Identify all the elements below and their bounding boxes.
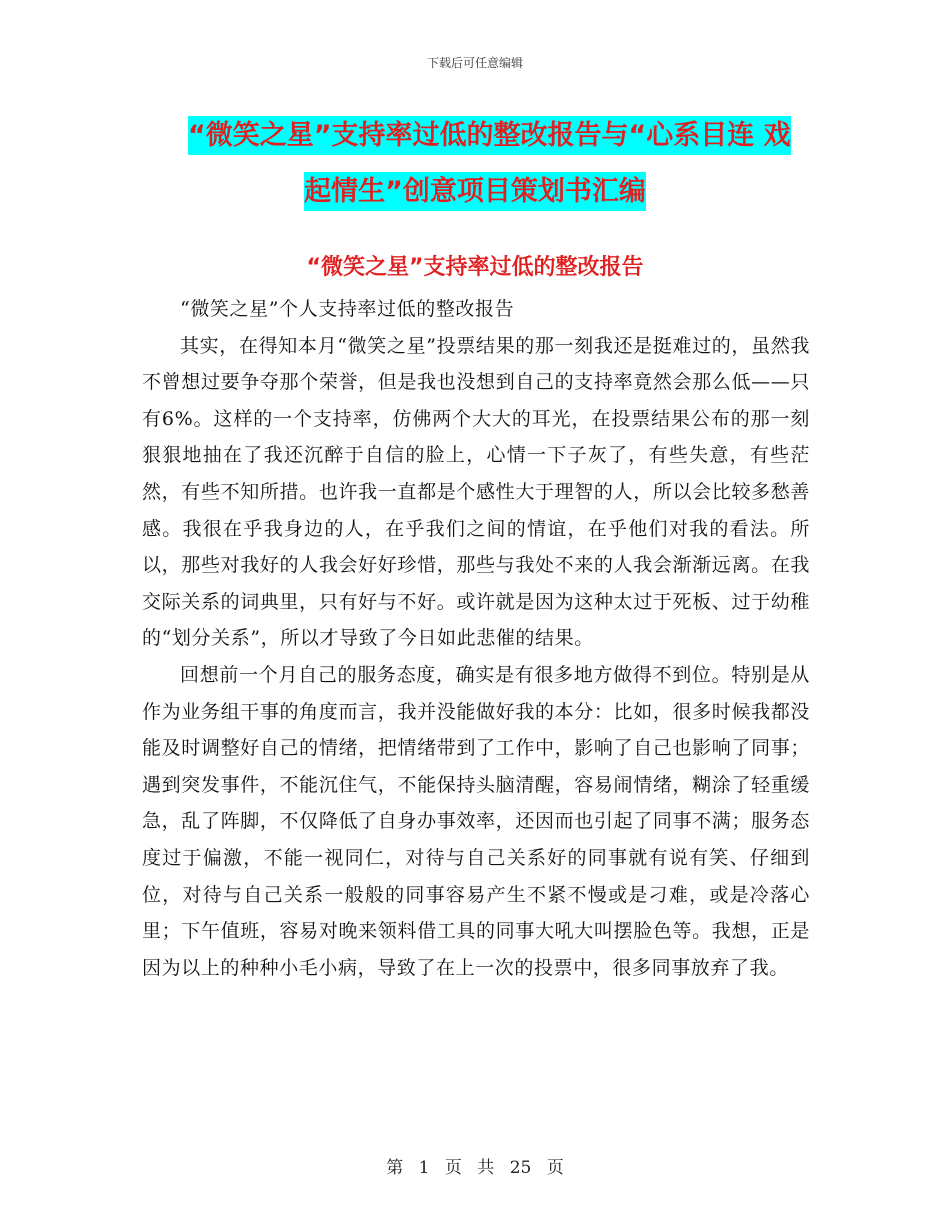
header-note: 下载后可任意编辑: [426, 56, 523, 70]
paragraph: 回想前一个月自己的服务态度，确实是有很多地方做得不到位。特别是从作为业务组干事的角度而言，我并没能做好我的本分：比如，很多时候我都没能及时调整好自己的情绪，把情绪带到了工作中，影响了自己也影响了同事；遇到突发事件，不能沉住气，不能保持头脑清醒，容易闹情绪，糊涂了轻重缓急，乱了阵脚，不仅降低了自身办事效率，还因而也引起了同事不满；服务态度过于偏激，不能一视同仁，对待与自己关系好的同事就有说有笑、仔细到位，对待与自己关系一般般的同事容易产生不紧不慢或是刁难，或是冷落心里；下午值班，容易对晚来领料借工具的同事大吼大叫摆脸色等。我想，正是因为以上的种种小毛小病，导致了在上一次的投票中，很多同事放弃了我。: [142, 663, 810, 979]
page-label-post: 页: [546, 1158, 564, 1178]
page-total-label: 共: [477, 1158, 495, 1178]
document-title-line-2: 起情生”创意项目策划书汇编: [304, 172, 646, 211]
page-total: 25: [509, 1158, 532, 1178]
paragraph: 其实，在得知本月“微笑之星”投票结果的那一刻我还是挺难过的，虽然我不曾想过要争夺那个荣誉，但是我也没想到自己的支持率竟然会那么低——只有6%。这样的一个支持率，仿佛两个大大的耳光，在投票结果公布的那一刻狠狠地抽在了我还沉醉于自信的脸上，心情一下子灰了，有些失意，有些茫然，有些不知所措。也许我一直都是个感性大于理智的人，所以会比较多愁善感。我很在乎我身边的人，在乎我们之间的情谊，在乎他们对我的看法。所以，那些对我好的人我会好好珍惜，那些与我处不来的人我会渐渐远离。在我交际关系的词典里，只有好与不好。或许就是因为这种太过于死板、过于幼稚的“划分关系”，所以才导致了今日如此悲催的结果。: [142, 334, 810, 650]
page-current: 1: [418, 1158, 430, 1178]
paragraph: “微笑之星”个人支持率过低的整改报告: [180, 298, 515, 320]
body-text: [142, 291, 810, 986]
section-title: “微笑之星”支持率过低的整改报告: [306, 255, 644, 280]
page-label-pre: 第: [386, 1158, 404, 1178]
page-label-mid: 页: [444, 1158, 462, 1178]
page-footer: [0, 1153, 950, 1178]
document-title-line-1: “微笑之星”支持率过低的整改报告与“心系目连 戏: [188, 116, 791, 155]
